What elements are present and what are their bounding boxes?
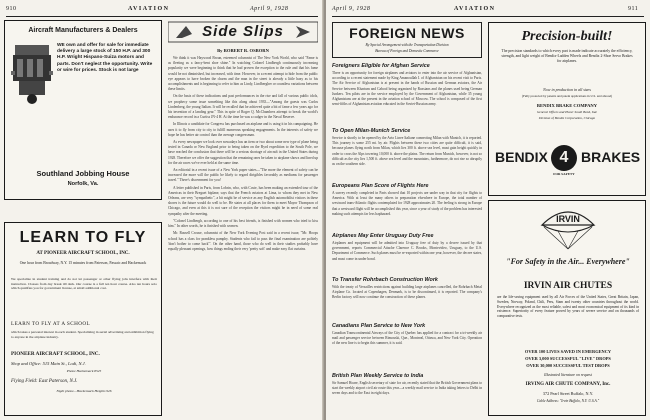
side-slips-paragraph: An editorial in a recent issue of a New York paper states—"The more the element of safety can be increased the more will the public be likely to regard dirigibles favorably as mediums for passenger travel." There's discernment for you! bbox=[168, 168, 318, 183]
irvin-stat-2: OVER 3,000 SUCCESSFUL "LIVE" DROPS bbox=[525, 356, 611, 361]
irvin-slogan: "For Safety in the Air... Everywhere" bbox=[506, 257, 630, 266]
pioneer-p2: We specialize in student training and do not let passenger or other flying jobs interfere with their instruction. Classes from day break till dark. Our course is a full ten hour course. Also ten hours solo which qualifies you for government license, at small additional cost. bbox=[11, 277, 157, 291]
bendix-logo bbox=[495, 141, 641, 177]
news-text: Airplanes and equipment will be admitted into Uruguay free of duty by a decree issued by that government, reports Commercial Attache Clarence C. Brooks, Montevideo, Uruguay, to the U.S. Department of Commerce. Such planes must be re-exported within one year, however, the decree states, and must come in under bond. bbox=[332, 241, 482, 261]
side-slips-paragraph: A letter published in Paris, from Lobrin, who, with Coste, has been making an extended tour of the Americas in their Breguet biplane, says that the French aviators at Lima, to whom they met in New Orleans, are very "sympathetic", a bit might be of service as any English automobilist visitors in these shores is the future would do well to be. He states at all places for them to meet Mayor Thompson of Chicago, and even at this it is not sure of the reception the visitors might be in need of some real sympathy after the meeting. bbox=[168, 185, 318, 216]
header-rule bbox=[6, 16, 318, 17]
bendix-patent: (Fully protected by patents and patent applications in U.S. and abroad) bbox=[521, 94, 613, 98]
irvin-body: are the life-saving equipment used by all Air Forces of the United States, Great Britain, Japan, Sweden, Norway, Poland, Chili, Peru, Siam and twenty other countries throughout the world. Everywhere recognized as the most reliable, safest and most economical equipment of its kind in existence. Superiority of every feature proved by years of severe service and on thousands of comparative tests. bbox=[497, 295, 639, 319]
bendix-title: Precision-built! bbox=[521, 29, 613, 44]
foreign-news-sub2: Bureau of Foreign and Domestic Commerce bbox=[375, 49, 439, 53]
side-slips-paragraph: In Illinois a candidate for Congress has purchased an airplane and is using it in his campaigning. He uses it to fly from city to city to fulfill numerous speaking engagements. In the interests of safety we hope he has better air control than the average congressman. bbox=[168, 122, 318, 137]
side-slips-banner bbox=[168, 20, 318, 44]
foreign-news-title: FOREIGN NEWS bbox=[349, 25, 465, 41]
foreign-news-header bbox=[332, 22, 482, 58]
irvin-stat-3: OVER 30,000 SUCCESSFUL TEST DROPS bbox=[526, 363, 610, 368]
pioneer-sub: AT PIONEER AIRCRAFT SCHOOL, INC. bbox=[36, 251, 130, 256]
news-head: Canadians Plan Service to New York bbox=[332, 323, 426, 329]
foreign-news-sub1: By Special Arrangement with the Transportation Division bbox=[365, 43, 449, 47]
bendix-logo-left: BENDIX bbox=[495, 149, 548, 165]
irvin-ad bbox=[488, 200, 646, 416]
left-date: April 9, 1928 bbox=[250, 6, 289, 12]
right-page-number: 911 bbox=[628, 6, 639, 12]
bendix-ad bbox=[488, 22, 646, 196]
irvin-catalog: Illustrated literature on request bbox=[544, 373, 592, 377]
irvin-address: 372 Pearl Street Buffalo, N.Y. bbox=[542, 391, 594, 396]
left-page-number: 910 bbox=[6, 6, 17, 12]
news-head: Europeans Plan Score of Flights Here bbox=[332, 183, 429, 189]
engine-illustration bbox=[9, 41, 55, 105]
pioneer-field-phone: Night phone—Hackensack Heights 926 bbox=[56, 389, 112, 393]
side-slips-paragraph: As every newspaper we look over nowadays has an item or two about some new type of plane being tested in Canada or New England prior to being taken on the Byrd expedition to the South Pole, we have reached the conclusion that there will be a serious shortage of aircraft in the United States during 1928. Therefore we offer the suggestion that the remaining ones be taken to airplane shows and lined up for the air races we've ever held at the same time. bbox=[168, 140, 318, 165]
news-text: A survey recently completed in Paris showed that 10 projects are under way in that city for flights to America. With at least the many others in preparation elsewhere in Europe, the total number of westward trans-Atlantic flights contemplated for 1928 approximates 20. The feeling is strong in Europe that a westward flight will be accomplished this year, since a year of study of the problem has interested making such attempts far less haphazard. bbox=[332, 191, 482, 216]
side-slips-body bbox=[168, 56, 318, 414]
southland-ad-title: Aircraft Manufacturers & Dealers bbox=[28, 27, 138, 34]
irvin-cable: Cable Address: "Irvin Buffalo, N.Y. U.S.A." bbox=[536, 399, 600, 403]
pioneer-headline: LEARN TO FLY bbox=[19, 229, 147, 246]
pioneer-office: Shop and Office: 515 Main St., Lodi, N.J. bbox=[11, 361, 86, 366]
pioneer-p3-head: LEARN TO FLY AT A SCHOOL bbox=[11, 321, 91, 327]
irvin-stat-1: OVER 100 LIVES SAVED IN EMERGENCY bbox=[524, 349, 612, 354]
bendix-company: BENDIX BRAKE COMPANY bbox=[536, 103, 598, 108]
news-text: Sir Samuel Hoare, English secretary of state for air, recently stated that the British Government plans to start the weekly airport civil air route this year—a weekly mail service to India taking letters to Delhi in seven days and to the East in eight days. bbox=[332, 381, 482, 396]
news-head: To Transfer Rohrbach Construction Work bbox=[332, 277, 438, 283]
news-text: Service is shortly to be opened by the Avio Linee Italiane connecting Milan with Munich, it is reported. This journey is some 255 mi. by air. Flights between these two cities are quite difficult, it is said, because planes flying north from Milan, which lies 300 ft. above sea level, must gain height quickly in order to cross the Alps towering 10,000 ft. above the plains. The return from Munich, however, is not so difficult as the city lies 1,500 ft. above sea level and the mountains, furthermore, do not rise so abruptly as on the southern side. bbox=[332, 136, 482, 167]
news-head: To Open Milan-Munich Service bbox=[332, 128, 411, 134]
side-slips-paragraph: Mr. Russell Crouse, columnist of the New York Evening Post said in a recent issue, "Mr. Hoops school has a class for prankless pamphy. Students who fail to pass the final examination are politely 'don't bother to come back'". On the other hand, those who do well in their studies probably have equally pleasant openings, how things ending their very 'pretty soft' and make easy flat curtains. bbox=[168, 231, 318, 251]
news-text: Canadian Transcontinental Airways of the City of Quebec has applied for a contract for a tri-weekly air mail and passenger service between Rimouski, Que., Montreal, Ottawa, and New York City. Operation of the new line is to begin this summer, it is said. bbox=[332, 331, 482, 346]
news-head: Foreigners Eligible for Afghan Service bbox=[332, 63, 430, 69]
side-slips-title: Side Slips bbox=[202, 23, 284, 40]
news-head: British Plan Weekly Service to India bbox=[332, 373, 424, 379]
irvin-parachute-logo bbox=[538, 205, 598, 253]
bendix-logo-sub: FOR SAFETY bbox=[553, 172, 575, 176]
pioneer-field: Flying Field: East Paterson, N.J. bbox=[11, 379, 78, 384]
pioneer-office-phone: Phone Hackensack 8525 bbox=[66, 369, 102, 373]
header-rule bbox=[332, 16, 644, 17]
side-slips-byline: By ROBERT R. OSBORN bbox=[217, 48, 269, 53]
news-text: With the treaty of Versailles restrictions against building large airplanes cancelled, the Rohrbach Metal Airplane Co. located at Copenhagen, Denmark, is to be discontinued, it is reported. The company's Berlin factory will now continue the construction of these planes. bbox=[332, 285, 482, 300]
pioneer-company: PIONEER AIRCRAFT SCHOOL, INC. bbox=[11, 351, 100, 357]
side-slips-paragraph: We think it was Haywood Broun, esteemed columnist of The New York World, who said "Fame is as fleeting as a fancy-bent shoe shine." In watching Colonel Lindbergh continuously increasing popularity we were beginning to think that he had proven the exception to the rule and that his fame would be not diminished, but increased, with time. However, in a recent attempt to hide from the public eye appears to have broken the charm and the man in the street is already a little hazy as to his accomplishments and is beginning to refer to him as Lindy, Lindbergher or countless variations between these limits. bbox=[168, 56, 318, 92]
left-magazine-title: AVIATION bbox=[128, 6, 170, 12]
bendix-logo-circle: 4 bbox=[551, 145, 577, 171]
bendix-body: The precision standards to which every part is made indicate accurately the efficiency, strength, and light weight of Bendix-Ladden Wheels and Bendix 2-Shoe Servo Brakes for airplanes. bbox=[501, 49, 633, 64]
right-date: April 9, 1928 bbox=[332, 6, 371, 12]
bendix-address: General Offices and Plant: South Bend, Ind. bbox=[536, 110, 598, 114]
left-page bbox=[0, 0, 324, 420]
right-magazine-title: AVIATION bbox=[454, 6, 496, 12]
irvin-title: IRVIN AIR CHUTES bbox=[523, 281, 613, 291]
bendix-division: Division of Bendix Corporation, Chicago bbox=[538, 116, 596, 120]
southland-city: Norfolk, Va. bbox=[67, 181, 99, 187]
pioneer-ad bbox=[4, 222, 162, 416]
side-slips-paragraph: On the basis of these indications and past performances in the rise and fall of various public idols, we prophecy some issue something like this along about 1935—"Among the guests was Carlos Lindenberg, the young Italian. It will be recalled that he achieved quite a bit of fame a few years ago for his invention of a landing gear." This in spite of Roger Q. McChambers attempt to break the world's endurance record in a Curtiss JN-4 H. At the time he was a cudger in the Naval Reserve. bbox=[168, 94, 318, 120]
southland-ad bbox=[4, 20, 162, 200]
side-slips-paragraph: "Colonel Lindbergh, according to one of his best friends, is finished with women who tried to kiss him." In other words, he is finished with women. bbox=[168, 218, 318, 229]
right-page bbox=[326, 0, 650, 420]
southland-ad-intro: WE own and offer for sale for immediate delivery a large stock of 150 H.P. and 300 H.P. Wright Hispano-Suiza motors and parts. Don't neglect the opportunity. Write or wire for prices. Stock is not large bbox=[57, 43, 153, 73]
bendix-logo-right: BRAKES bbox=[581, 149, 641, 165]
news-text: There is an opportunity for foreign airplanes and aviators to enter into the air service of Afghanistan, according to a recent statement made by King Amanoullah I. of Afghanistan on his recent visit to Paris. The Air Service of Afghanistan is at present in the hands of Russian and German aviators, the Air Service between Khartum and Cabool being organized by Russians and the planes used being German Junkers. Ten pilots are in the service employed by the Government of Afghanistan, while 35 young Afghanistans are at the present in the aviation school of Moscow. The school is composed of the first semi-fifths of Afghanistan aviation educated in the Soviet-Russian army. bbox=[332, 71, 482, 107]
irvin-logo-text: IRVIN bbox=[556, 214, 580, 224]
irvin-company: IRVING AIR CHUTE COMPANY, Inc. bbox=[525, 382, 611, 387]
pioneer-p1: One hour from Broadway, N.Y. 15 minutes from Paterson, Passaic and Hackensack bbox=[19, 261, 147, 265]
news-head: Airplanes May Enter Uruguay Duty Free bbox=[332, 233, 434, 239]
bendix-now: Now in production in all sizes bbox=[543, 87, 591, 92]
southland-company: Southland Jobbing House bbox=[36, 169, 130, 178]
pioneer-p3: which takes a personal interest in each student. Specializing in aerial advertising and exhibition flying to anyone in the airplane industry. bbox=[11, 330, 154, 339]
